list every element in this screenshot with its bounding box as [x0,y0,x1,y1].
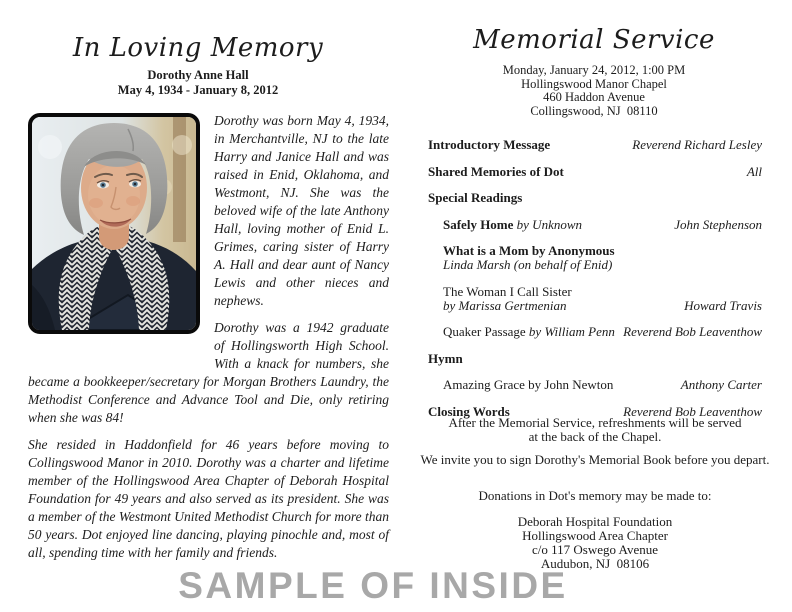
program-item-label [428,352,463,366]
biography [28,112,389,571]
note-line: Donations in Dot's memory may be made to: [478,488,712,503]
program-item-text: by Unknown [513,216,583,232]
note-line: Audubon, NJ 08106 [540,556,650,571]
program-item [428,191,762,205]
program-item-text: by Marissa Gertmenian [443,297,567,313]
program-item-line [443,258,615,272]
note-line: c/o 117 Oswego Avenue [531,542,658,557]
program-item-text: Safely Home [443,216,514,232]
program-item-label [443,285,572,313]
program-item-text: Quaker Passage [443,324,526,339]
program-item-text: What is a Mom by Anonymous [443,243,615,258]
program-item [428,378,762,392]
program-item-text: Amazing Grace by John Newton [443,377,614,392]
program-item-line [443,378,613,392]
program-item-line [443,299,572,313]
program-item-person: Reverend Bob Leaventhow [623,324,762,339]
program-item-person: John Stephenson [674,216,762,232]
program-item-text: Shared Memories of Dot [428,163,564,179]
service-address-line1: 460 Haddon Avenue [543,90,645,104]
service-address-line2: Collingswood, NJ 08110 [530,103,658,118]
service-datetime: Monday, January 24, 2012, 1:00 PM [502,63,686,77]
right-page [396,0,792,612]
program-item-line [428,191,522,205]
program-item [428,325,762,339]
program-item-label [443,378,613,392]
note-line: Hollingswood Area Chapter [522,528,668,543]
program-item-text: Special Readings [428,190,523,205]
program-item [428,165,762,179]
program-item-text: Closing Words [428,403,510,419]
sample-watermark: SAMPLE OF INSIDE [178,565,568,606]
program-item-text: Hymn [428,350,463,366]
program-item-line [443,285,572,299]
right-page-title: Memorial Service [473,25,715,55]
program-item-line [428,138,550,152]
program-item-person: Reverend Richard Lesley [632,137,762,152]
program-item-text: by William Penn [525,324,615,339]
service-venue: Hollingswood Manor Chapel [521,76,667,91]
program-item-label [428,191,522,205]
program-item-person: All [746,163,762,179]
note-line: at the back of the Chapel. [528,429,662,444]
program-item [428,285,762,313]
portrait-illustration [32,117,196,330]
left-page-title: In Loving Memory [72,33,324,63]
note [414,453,776,467]
program-item [428,218,762,232]
program-item-text: Introductory Message [428,137,551,152]
deceased-dates: May 4, 1934 - January 8, 2012 [117,83,279,97]
note-line: We invite you to sign Dorothy's Memorial Book before you depart. [420,452,770,467]
bio-paragraph: Dorothy was born May 4, 1934, in Merchantville, NJ to the late Harry and Janice Hall and was raised in Enid, Oklahoma, and Westmont, NJ. She was the beloved wife of the late Anthony Hall, loving mother of Enid L. Grimes, caring sister of Harry A. Hall and dear aunt of Nancy Lewis and other nieces and nephews. [214,113,389,308]
program-item-person: Anthony Carter [680,377,762,392]
service-notes [414,416,776,571]
program-item-label [443,218,582,232]
program-item-line [443,325,615,339]
program-item-person: Reverend Bob Leaventhow [623,403,762,419]
note-line: After the Memorial Service, refreshments will be served [448,415,742,430]
program-item-line [443,218,582,232]
program-item-label [428,138,550,152]
program-item-label [443,244,615,272]
program-item-person: Howard Travis [684,297,762,313]
note [414,489,776,503]
note [414,416,776,444]
program-item-line [443,244,615,258]
program-item [428,138,762,152]
portrait-photo [28,113,200,334]
program-item-text: Linda Marsh (on behalf of Enid) [443,257,613,272]
program-item-label [443,325,615,339]
bio-paragraph: Dorothy was a 1942 graduate of Hollingsworth High School. With a knack for numbers, she became a bookkeeper/secretary for Morgan Brothers Laundry, the Methodist Conference and Advance Tool and Die, only retiring when she was 84! [28,320,389,425]
program-item-label [428,165,564,179]
service-details [396,64,792,118]
order-of-service [428,138,762,431]
program-item [428,244,762,272]
program-item-line [428,352,463,366]
program-item-text: The Woman I Call Sister [443,283,572,299]
deceased-name: Dorothy Anne Hall [147,68,249,82]
program-item [428,352,762,366]
note-line: Deborah Hospital Foundation [517,514,673,529]
program-item-line [428,165,564,179]
note [414,515,776,571]
bio-paragraph: She resided in Haddonfield for 46 years before moving to Collingswood Manor in 2010. Dorothy was a charter and lifetime member of the Hollingswood Area Chapter of Deborah Hospital Foundation for 49 years and also served as its president. She was a member of the Westmont United Methodist Church for more than 50 years. Dot enjoyed line dancing, playing pinochle and, most of all, spending time with her family and friends. [28,437,389,560]
